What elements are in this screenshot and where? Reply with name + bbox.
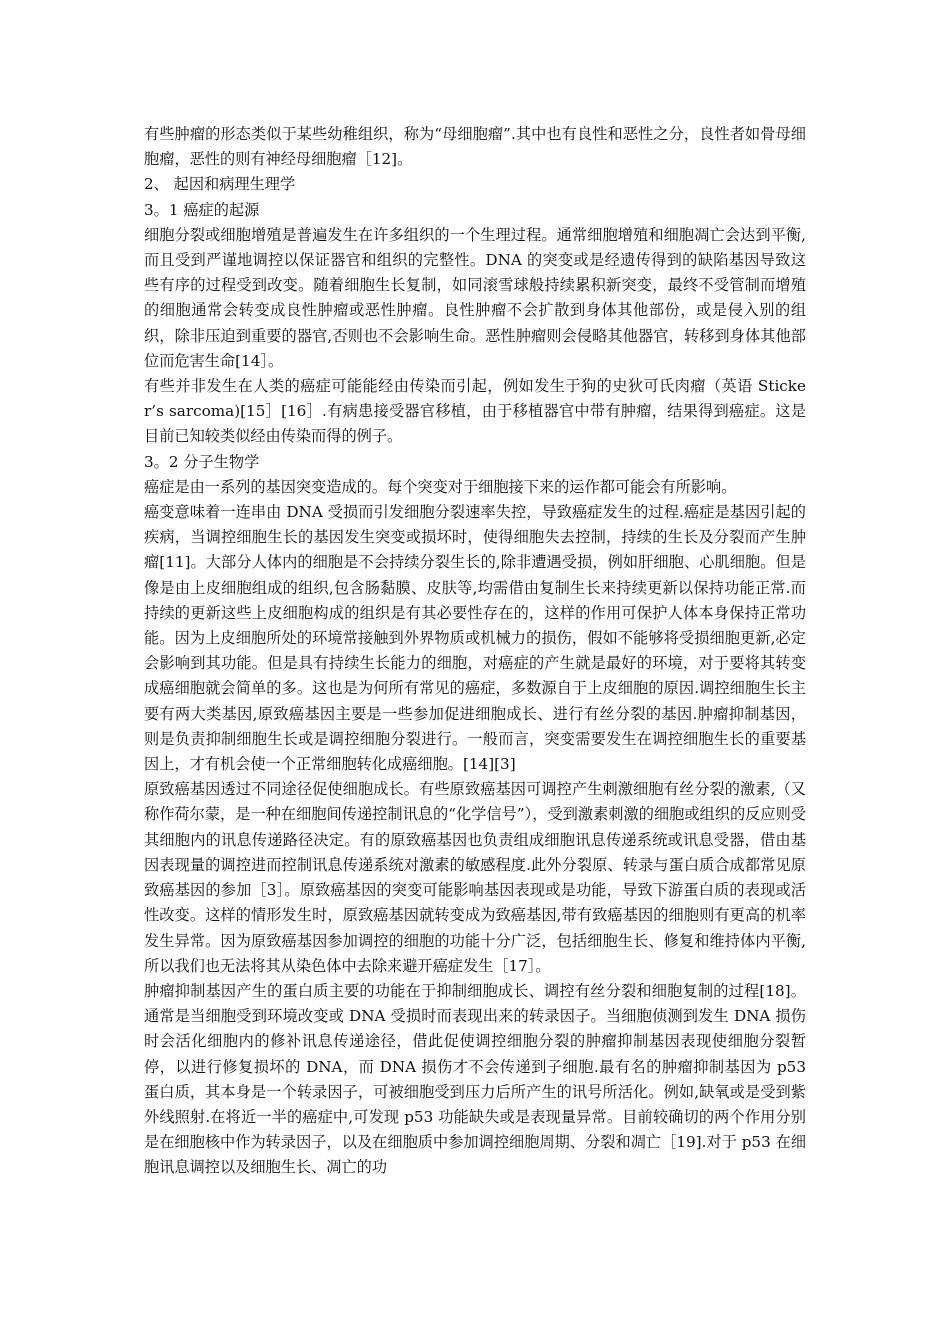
document-page — [144, 122, 806, 1181]
paragraph-tumor-suppressors: 肿瘤抑制基因产生的蛋白质主要的功能在于抑制细胞成长、调控有丝分裂和细胞复制的过程[18]。通常是当细胞受到环境改变或 DNA 受损时而表现出来的转录因子。当细胞侦测到发生 DNA 损伤时会活化细胞内的修补讯息传递途径，借此促使调控细胞分裂的肿瘤抑制基因表现使细胞分裂暂停，以进行修复损坏的 DNA，而 DNA 损伤才不会传递到子细胞.最有名的肿瘤抑制基因为 p53 蛋白质，其本身是一个转录因子，可被细胞受到压力后所产生的讯号所活化。例如,缺氧或是受到紫外线照射.在将近一半的癌症中,可发现 p53 功能缺失或是表现量异常。目前较确切的两个作用分别是在细胞核中作为转录因子，以及在细胞质中参加调控细胞周期、分裂和凋亡［19].对于 p53 在细胞讯息调控以及细胞生长、凋亡的功 — [144, 981, 806, 1177]
paragraph-proto-oncogenes: 原致癌基因透过不同途径促使细胞成长。有些原致癌基因可调控产生刺激细胞有丝分裂的激素,（又称作荷尔蒙，是一种在细胞间传递控制讯息的“化学信号”），受到激素刺激的细胞或组织的反应则受其细胞内的讯息传递路径决定。有的原致癌基因也负责组成细胞讯息传递系统或讯息受器，借由基因表现量的调控进而控制讯息传递系统对激素的敏感程度.此外分裂原、转录与蛋白质合成都常见原致癌基因的参加［3］。原致癌基因的突变可能影响基因表现或是功能，导致下游蛋白质的表现或活性改变。这样的情形发生时，原致癌基因就转变成为致癌基因,带有致癌基因的细胞则有更高的机率发生异常。因为原致癌基因参加调控的细胞的功能十分广泛，包括细胞生长、修复和维持体内平衡,所以我们也无法将其从染色体中去除来避开癌症发生［17］。 — [144, 780, 806, 975]
heading-section-3-2: 3。2 分子生物学 — [144, 452, 260, 471]
paragraph-cell-proliferation: 细胞分裂或细胞增殖是普遍发生在许多组织的一个生理过程。通常细胞增殖和细胞凋亡会达到平衡,而且受到严谨地调控以保证器官和组织的完整性。DNA 的突变或是经遗传得到的缺陷基因导致这些有序的过程受到改变。随着细胞生长复制，如同滚雪球般持续累积新突变，最终不受管制而增殖的细胞通常会转变成良性肿瘤或恶性肿瘤。良性肿瘤不会扩散到身体其他部份，或是侵入别的组织，除非压迫到重要的器官,否则也不会影响生命。恶性肿瘤则会侵略其他器官，转移到身体其他部位而危害生命[14］。 — [144, 225, 806, 370]
paragraph-gene-mutations: 癌症是由一系列的基因突变造成的。每个突变对于细胞接下来的运作都可能会有所影响。 — [144, 477, 737, 496]
heading-section-3-1: 3。1 癌症的起源 — [144, 200, 260, 219]
paragraph-transmissible-cancer: 有些并非发生在人类的癌症可能能经由传染而引起，例如发生于狗的史狄可氏肉瘤（英语 Sticker’s sarcoma)[15］[16］.有病患接受器官移植，由于移植器官中带有肿瘤，结果得到癌症。这是目前已知较类似经由传染而得的例子。 — [144, 377, 806, 446]
paragraph-carcinogenesis: 癌变意味着一连串由 DNA 受损而引发细胞分裂速率失控，导致癌症发生的过程.癌症是基因引起的疾病，当调控细胞生长的基因发生突变或损坏时，使得细胞失去控制，持续的生长及分裂而产生肿瘤[11]。大部分人体内的细胞是不会持续分裂生长的,除非遭遇受损，例如肝细胞、心肌细胞。但是像是由上皮细胞组成的组织,包含肠黏膜、皮肤等,均需借由复制生长来持续更新以保持功能正常.而持续的更新这些上皮细胞构成的组织是有其必要性存在的，这样的作用可保护人体本身保持正常功能。因为上皮细胞所处的环境常接触到外界物质或机械力的损伤，假如不能够将受损细胞更新,必定会影响到其功能。但是具有持续生长能力的细胞，对癌症的产生就是最好的环境，对于要将其转变成癌细胞就会简单的多。这也是为何所有常见的癌症，多数源自于上皮细胞的原因.调控细胞生长主要有两大类基因,原致癌基因主要是一些参加促进细胞成长、进行有丝分裂的基因.肿瘤抑制基因，则是负责抑制细胞生长或是调控细胞分裂进行。一般而言，突变需要发生在调控细胞生长的重要基因上，才有机会使一个正常细胞转化成癌细胞。[14][3] — [144, 503, 806, 774]
heading-section-2: 2、 起因和病理生理学 — [144, 175, 296, 194]
paragraph-blastoma: 有些肿瘤的形态类似于某些幼稚组织，称为“母细胞瘤”.其中也有良性和恶性之分，良性者如骨母细胞瘤，恶性的则有神经母细胞瘤［12]。 — [144, 125, 806, 169]
